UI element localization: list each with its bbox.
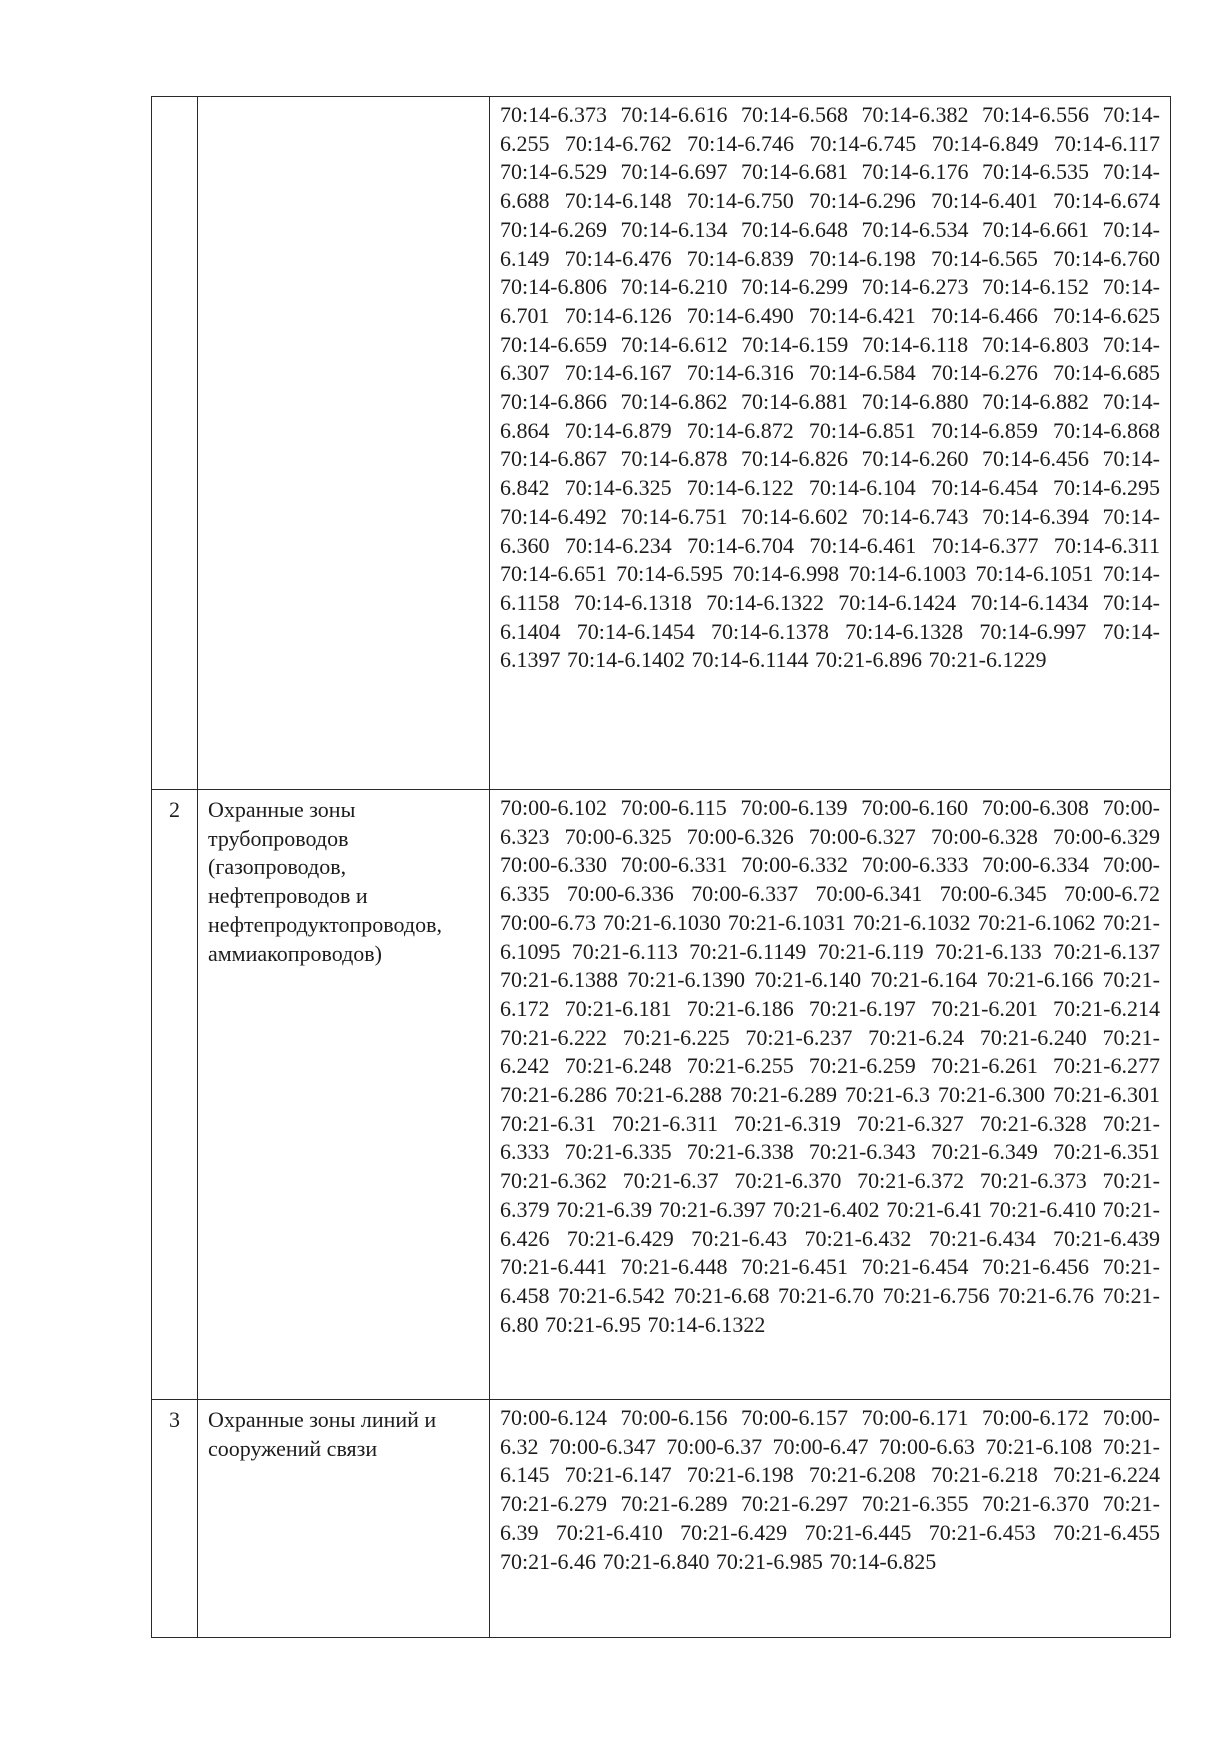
zone-name: Охранные зоны трубопроводов (газопроводов, нефтепроводов и нефтепродуктопроводов, аммиакопроводов) [198,790,490,1400]
cadastral-codes: 70:00-6.102 70:00-6.115 70:00-6.139 70:00-6.160 70:00-6.308 70:00-6.323 70:00-6.325 70:00-6.326 70:00-6.327 70:00-6.328 70:00-6.329 70:00-6.330 70:00-6.331 70:00-6.332 70:00-6.333 70:00-6.334 70:00-6.335 70:00-6.336 70:00-6.337 70:00-6.341 70:00-6.345 70:00-6.72 70:00-6.73 70:21-6.1030 70:21-6.1031 70:21-6.1032 70:21-6.1062 70:21-6.1095 70:21-6.113 70:21-6.1149 70:21-6.119 70:21-6.133 70:21-6.137 70:21-6.1388 70:21-6.1390 70:21-6.140 70:21-6.164 70:21-6.166 70:21-6.172 70:21-6.181 70:21-6.186 70:21-6.197 70:21-6.201 70:21-6.214 70:21-6.222 70:21-6.225 70:21-6.237 70:21-6.24 70:21-6.240 70:21-6.242 70:21-6.248 70:21-6.255 70:21-6.259 70:21-6.261 70:21-6.277 70:21-6.286 70:21-6.288 70:21-6.289 70:21-6.3 70:21-6.300 70:21-6.301 70:21-6.31 70:21-6.311 70:21-6.319 70:21-6.327 70:21-6.328 70:21-6.333 70:21-6.335 70:21-6.338 70:21-6.343 70:21-6.349 70:21-6.351 70:21-6.362 70:21-6.37 70:21-6.370 70:21-6.372 70:21-6.373 70:21-6.379 70:21-6.39 70:21-6.397 70:21-6.402 70:21-6.41 70:21-6.410 70:21-6.426 70:21-6.429 70:21-6.43 70:21-6.432 70:21-6.434 70:21-6.439 70:21-6.441 70:21-6.448 70:21-6.451 70:21-6.454 70:21-6.456 70:21-6.458 70:21-6.542 70:21-6.68 70:21-6.70 70:21-6.756 70:21-6.76 70:21-6.80 70:21-6.95 70:14-6.1322 [490,790,1171,1400]
zones-table [151,96,1171,1638]
row-number: 3 [152,1400,198,1638]
table-row [152,1400,1171,1638]
cadastral-codes: 70:00-6.124 70:00-6.156 70:00-6.157 70:00-6.171 70:00-6.172 70:00-6.32 70:00-6.347 70:00-6.37 70:00-6.47 70:00-6.63 70:21-6.108 70:21-6.145 70:21-6.147 70:21-6.198 70:21-6.208 70:21-6.218 70:21-6.224 70:21-6.279 70:21-6.289 70:21-6.297 70:21-6.355 70:21-6.370 70:21-6.39 70:21-6.410 70:21-6.429 70:21-6.445 70:21-6.453 70:21-6.455 70:21-6.46 70:21-6.840 70:21-6.985 70:14-6.825 [490,1400,1171,1638]
cadastral-codes: 70:14-6.373 70:14-6.616 70:14-6.568 70:14-6.382 70:14-6.556 70:14-6.255 70:14-6.762 70:14-6.746 70:14-6.745 70:14-6.849 70:14-6.117 70:14-6.529 70:14-6.697 70:14-6.681 70:14-6.176 70:14-6.535 70:14-6.688 70:14-6.148 70:14-6.750 70:14-6.296 70:14-6.401 70:14-6.674 70:14-6.269 70:14-6.134 70:14-6.648 70:14-6.534 70:14-6.661 70:14-6.149 70:14-6.476 70:14-6.839 70:14-6.198 70:14-6.565 70:14-6.760 70:14-6.806 70:14-6.210 70:14-6.299 70:14-6.273 70:14-6.152 70:14-6.701 70:14-6.126 70:14-6.490 70:14-6.421 70:14-6.466 70:14-6.625 70:14-6.659 70:14-6.612 70:14-6.159 70:14-6.118 70:14-6.803 70:14-6.307 70:14-6.167 70:14-6.316 70:14-6.584 70:14-6.276 70:14-6.685 70:14-6.866 70:14-6.862 70:14-6.881 70:14-6.880 70:14-6.882 70:14-6.864 70:14-6.879 70:14-6.872 70:14-6.851 70:14-6.859 70:14-6.868 70:14-6.867 70:14-6.878 70:14-6.826 70:14-6.260 70:14-6.456 70:14-6.842 70:14-6.325 70:14-6.122 70:14-6.104 70:14-6.454 70:14-6.295 70:14-6.492 70:14-6.751 70:14-6.602 70:14-6.743 70:14-6.394 70:14-6.360 70:14-6.234 70:14-6.704 70:14-6.461 70:14-6.377 70:14-6.311 70:14-6.651 70:14-6.595 70:14-6.998 70:14-6.1003 70:14-6.1051 70:14-6.1158 70:14-6.1318 70:14-6.1322 70:14-6.1424 70:14-6.1434 70:14-6.1404 70:14-6.1454 70:14-6.1378 70:14-6.1328 70:14-6.997 70:14-6.1397 70:14-6.1402 70:14-6.1144 70:21-6.896 70:21-6.1229 [490,97,1171,790]
row-number [152,97,198,790]
table-row [152,790,1171,1400]
table-row [152,97,1171,790]
row-number: 2 [152,790,198,1400]
zone-name: Охранные зоны линий и сооружений связи [198,1400,490,1638]
zone-name [198,97,490,790]
